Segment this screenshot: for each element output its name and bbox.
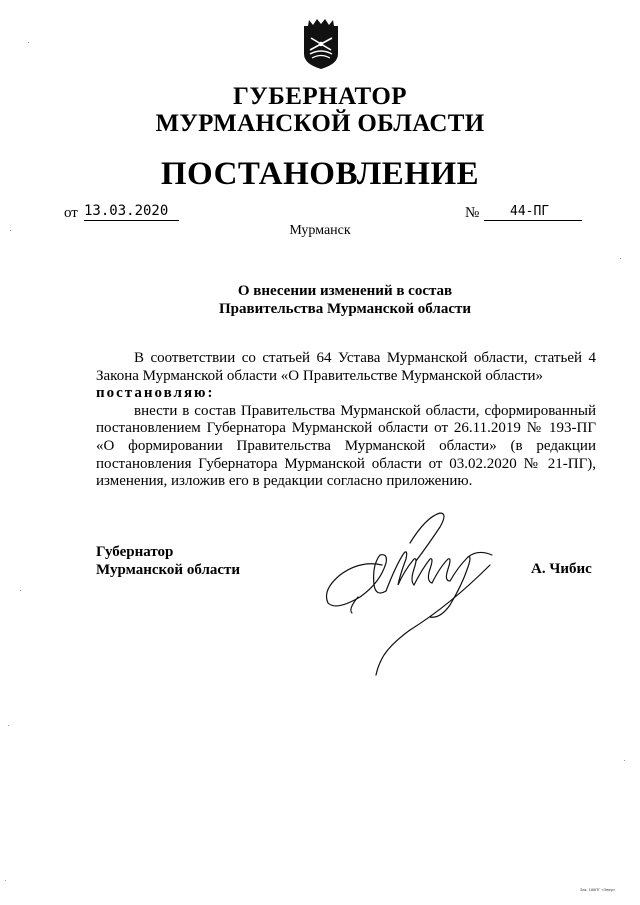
document-body [96, 350, 596, 491]
date-prefix: от [64, 205, 78, 221]
document-date: 13.03.2020 [84, 203, 179, 221]
city-name: Мурманск [289, 223, 351, 238]
document-subject [0, 282, 640, 318]
subject-line2: Правительства Мурманской области [218, 301, 472, 317]
signer-name: А. Чибис [531, 561, 592, 577]
scan-speck [624, 760, 625, 761]
preamble-paragraph: В соответствии со статьей 64 Устава Мурманской области, статьей 4 Закона Мурманской области «О Правительстве Мурманской области» [96, 350, 596, 384]
signer-position-line2: Мурманской области [96, 562, 241, 578]
org-name-line2: МУРМАНСКОЙ ОБЛАСТИ [155, 110, 485, 137]
coat-of-arms-icon [301, 16, 341, 70]
handwritten-signature [300, 505, 510, 680]
subject-line1: О внесении изменений в состав [237, 283, 453, 299]
scan-speck [620, 258, 621, 259]
scan-speck [10, 230, 11, 231]
scan-speck [20, 590, 21, 591]
decree-word: постановляю: [96, 385, 215, 402]
signer-position [96, 543, 240, 579]
scan-speck [28, 42, 29, 43]
print-code: Зак. 186ПГ «Эвер» [580, 887, 616, 892]
org-name-line1: ГУБЕРНАТОР [232, 83, 408, 110]
number-prefix: № [465, 205, 480, 221]
document-type-title: ПОСТАНОВЛЕНИЕ [160, 156, 480, 192]
scan-speck [5, 880, 6, 881]
document-number: 44-ПГ [484, 203, 582, 221]
signer-position-line1: Губернатор [96, 544, 174, 560]
decision-paragraph: внести в состав Правительства Мурманской области, сформированный постановлением Губернатора Мурманской области от 26.11.2019 № 193-ПГ «О формировании Правительства Мурманской области» (в редакции постановления Губернатора Мурманской области от 03.02.2020 № 21-ПГ), изменения, изложив его в редакции согласно приложению. [96, 402, 596, 490]
scan-speck [8, 725, 9, 726]
